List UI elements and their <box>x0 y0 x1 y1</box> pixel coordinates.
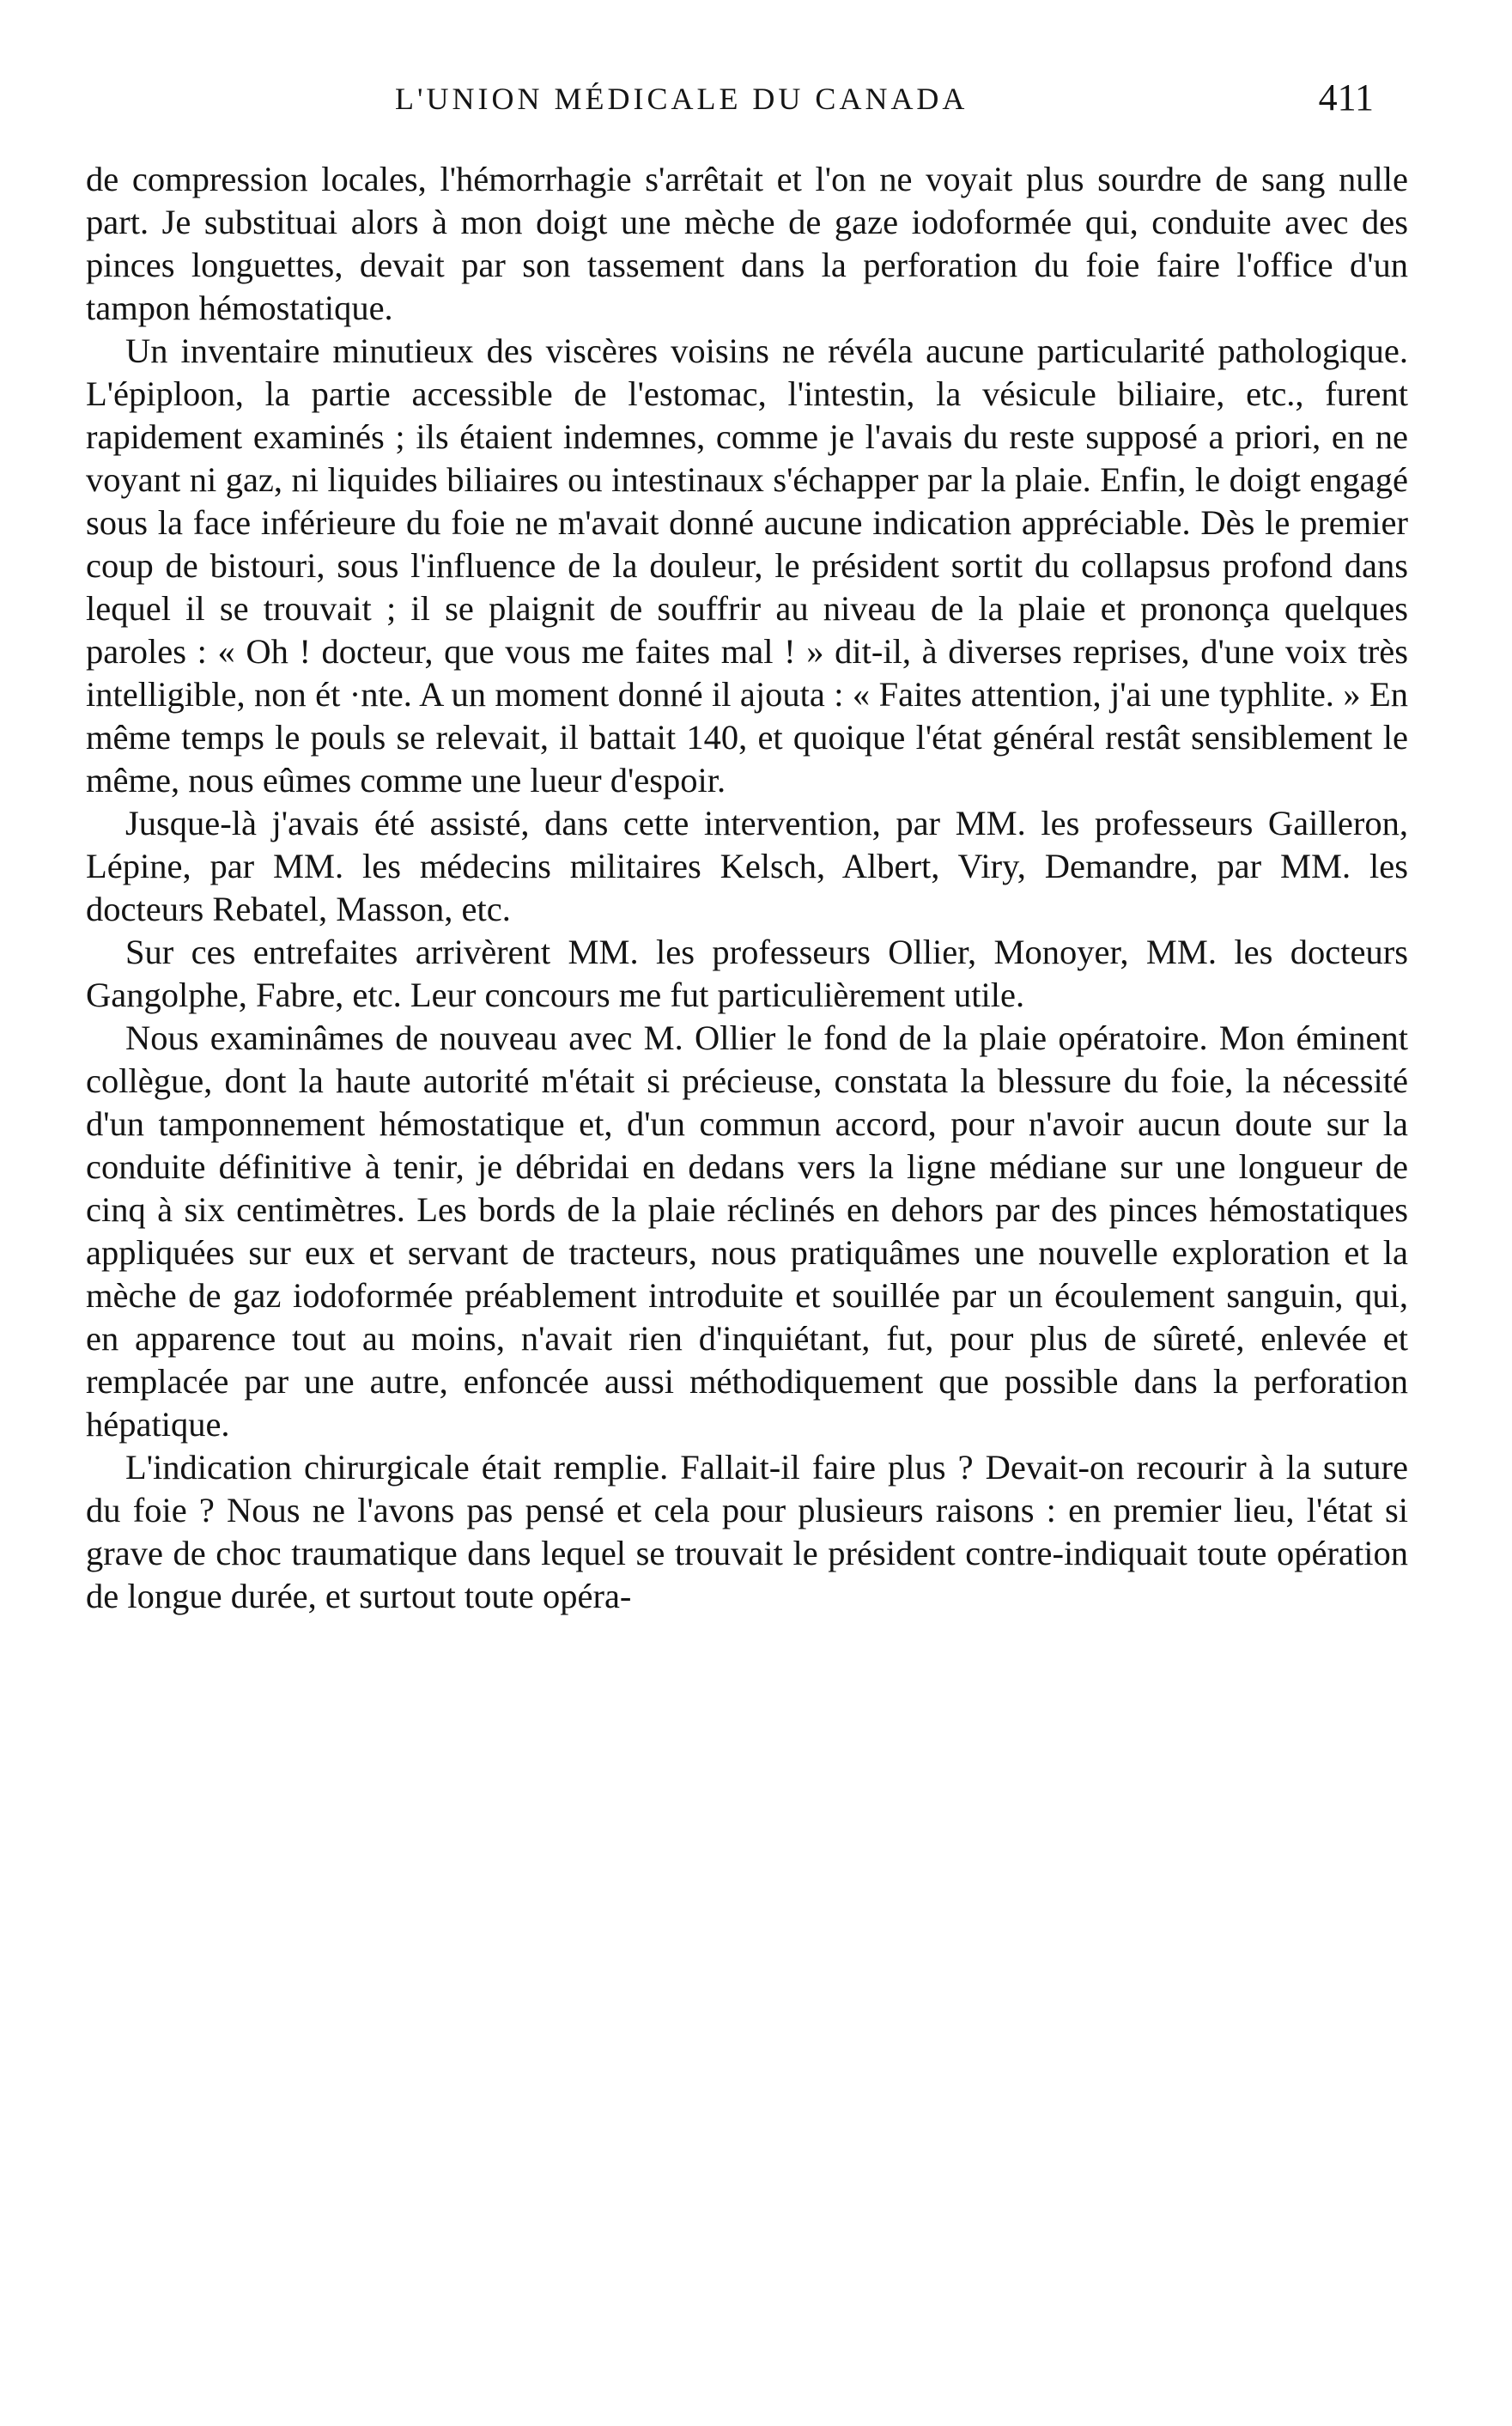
page-header <box>86 69 1408 137</box>
paragraph: de compression locales, l'hémorrhagie s'arrêtait et l'on ne voyait plus sourdre de sang nulle part. Je substituai alors à mon doigt une mèche de gaze iodoformée qui, conduite avec des pinces longuettes, devait par son tassement dans la perforation du foie faire l'office d'un tampon hémostatique. <box>86 160 1408 327</box>
page-number: 411 <box>1318 76 1374 119</box>
running-head: L'UNION MÉDICALE DU CANADA <box>395 82 969 116</box>
paragraph: Jusque-là j'avais été assisté, dans cette intervention, par MM. les professeurs Gailleron, Lépine, par MM. les médecins militaires Kelsch, Albert, Viry, Demandre, par MM. les docteurs Rebatel, Masson, etc. <box>86 804 1408 928</box>
paragraph: Sur ces entrefaites arrivèrent MM. les professeurs Ollier, Monoyer, MM. les docteurs Gangolphe, Fabre, etc. Leur concours me fut particulièrement utile. <box>86 933 1408 1014</box>
paragraph: Nous examinâmes de nouveau avec M. Ollier le fond de la plaie opératoire. Mon éminent collègue, dont la haute autorité m'était si précieuse, constata la blessure du foie, la nécessité d'un tamponnement hémostatique et, d'un commun accord, pour n'avoir aucun doute sur la conduite définitive à tenir, je débridai en dedans vers la ligne médiane sur une longueur de cinq à six centimètres. Les bords de la plaie réclinés en dehors par des pinces hémostatiques appliquées sur eux et servant de tracteurs, nous pratiquâmes une nouvelle exploration et la mèche de gaz iodoformée préablement introduite et souillée par un écoulement sanguin, qui, en apparence tout au moins, n'avait rien d'inquiétant, fut, pour plus de sûreté, enlevée et remplacée par une autre, enfoncée aussi méthodiquement que possible dans la perforation hépatique. <box>86 1018 1408 1444</box>
paragraph: Un inventaire minutieux des viscères voisins ne révéla aucune particularité pathologique. L'épiploon, la partie accessible de l'estomac, l'intestin, la vésicule biliaire, etc., furent rapidement examinés ; ils étaient indemnes, comme je l'avais du reste supposé a priori, en ne voyant ni gaz, ni liquides biliaires ou intestinaux s'échapper par la plaie. Enfin, le doigt engagé sous la face inférieure du foie ne m'avait donné aucune indication appréciable. Dès le premier coup de bistouri, sous l'influence de la douleur, le président sortit du collapsus profond dans lequel il se trouvait ; il se plaignit de souffrir au niveau de la plaie et prononça quelques paroles : « Oh ! docteur, que vous me faites mal ! » dit-il, à diverses reprises, d'une voix très intelligible, non ét ·nte. A un moment donné il ajouta : « Faites attention, j'ai une typhlite. » En même temps le pouls se relevait, il battait 140, et quoique l'état général restât sensiblement le même, nous eûmes comme une lueur d'espoir. <box>86 331 1408 800</box>
body-text <box>86 158 1408 1618</box>
paragraph: L'indication chirurgicale était remplie. Fallait-il faire plus ? Devait-on recourir à la suture du foie ? Nous ne l'avons pas pensé et cela pour plusieurs raisons : en premier lieu, l'état si grave de choc traumatique dans lequel se trouvait le président contre-indiquait toute opération de longue durée, et surtout toute opéra- <box>86 1448 1408 1615</box>
document-page <box>86 69 1408 2370</box>
